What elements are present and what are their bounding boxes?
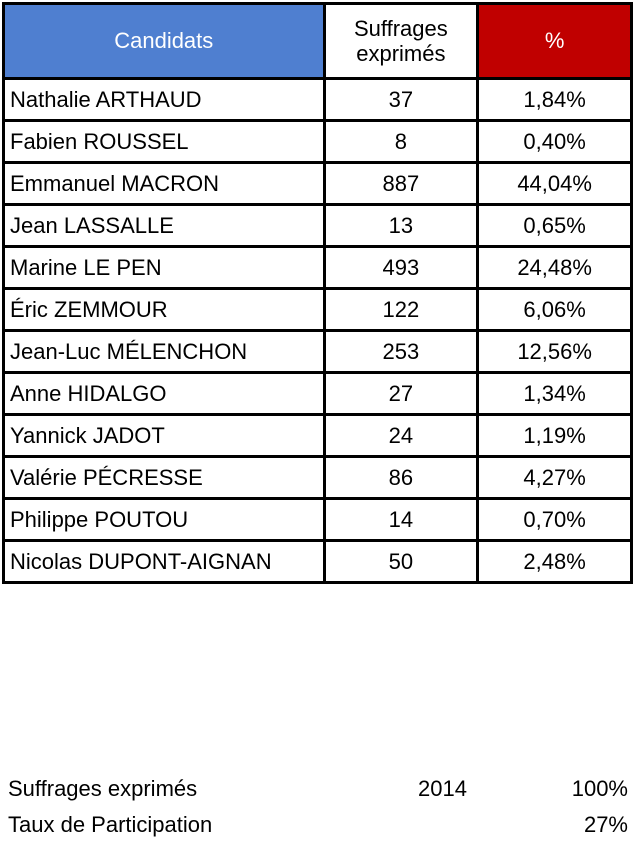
summary-votes-row xyxy=(8,774,630,804)
candidate-votes: 13 xyxy=(324,205,478,247)
candidate-name: Valérie PÉCRESSE xyxy=(4,457,325,499)
table-row xyxy=(4,247,632,289)
results-table xyxy=(2,2,633,584)
table-row xyxy=(4,373,632,415)
header-candidates: Candidats xyxy=(4,4,325,79)
candidate-percent: 12,56% xyxy=(478,331,632,373)
summary-turnout-row xyxy=(8,810,630,840)
table-row xyxy=(4,331,632,373)
header-votes-line2: exprimés xyxy=(356,41,446,66)
table-row xyxy=(4,205,632,247)
candidate-votes: 24 xyxy=(324,415,478,457)
candidate-votes: 8 xyxy=(324,121,478,163)
header-votes xyxy=(324,4,478,79)
header-votes-line1: Suffrages xyxy=(353,15,448,41)
candidate-percent: 4,27% xyxy=(478,457,632,499)
candidate-votes: 86 xyxy=(324,457,478,499)
candidate-percent: 6,06% xyxy=(478,289,632,331)
candidate-percent: 0,70% xyxy=(478,499,632,541)
candidate-name: Jean LASSALLE xyxy=(4,205,325,247)
table-row xyxy=(4,289,632,331)
table-row xyxy=(4,121,632,163)
header-row xyxy=(4,4,632,79)
candidate-percent: 24,48% xyxy=(478,247,632,289)
summary-turnout-percent: 27% xyxy=(583,812,628,837)
table-row xyxy=(4,163,632,205)
table-row xyxy=(4,457,632,499)
candidate-name: Jean-Luc MÉLENCHON xyxy=(4,331,325,373)
candidate-votes: 493 xyxy=(324,247,478,289)
summary-votes-percent: 100% xyxy=(571,776,628,801)
candidate-percent: 44,04% xyxy=(478,163,632,205)
candidate-percent: 2,48% xyxy=(478,541,632,583)
candidate-votes: 27 xyxy=(324,373,478,415)
table-row xyxy=(4,79,632,121)
table-row xyxy=(4,415,632,457)
table-row xyxy=(4,541,632,583)
candidate-name: Nathalie ARTHAUD xyxy=(4,79,325,121)
candidate-name: Anne HIDALGO xyxy=(4,373,325,415)
summary-turnout-label: Taux de Participation xyxy=(8,812,213,837)
summary-votes-label: Suffrages exprimés xyxy=(8,776,198,801)
candidate-percent: 1,34% xyxy=(478,373,632,415)
candidate-votes: 37 xyxy=(324,79,478,121)
candidate-name: Philippe POUTOU xyxy=(4,499,325,541)
candidate-votes: 253 xyxy=(324,331,478,373)
table-row xyxy=(4,499,632,541)
header-percent: % xyxy=(478,4,632,79)
candidate-votes: 50 xyxy=(324,541,478,583)
candidate-name: Éric ZEMMOUR xyxy=(4,289,325,331)
candidate-name: Fabien ROUSSEL xyxy=(4,121,325,163)
candidate-votes: 122 xyxy=(324,289,478,331)
candidate-percent: 1,84% xyxy=(478,79,632,121)
candidate-votes: 887 xyxy=(324,163,478,205)
summary-votes-value: 2014 xyxy=(418,776,467,801)
candidate-percent: 0,40% xyxy=(478,121,632,163)
candidate-name: Nicolas DUPONT-AIGNAN xyxy=(4,541,325,583)
candidate-name: Yannick JADOT xyxy=(4,415,325,457)
candidate-percent: 1,19% xyxy=(478,415,632,457)
candidate-name: Marine LE PEN xyxy=(4,247,325,289)
candidate-name: Emmanuel MACRON xyxy=(4,163,325,205)
candidate-votes: 14 xyxy=(324,499,478,541)
candidate-percent: 0,65% xyxy=(478,205,632,247)
